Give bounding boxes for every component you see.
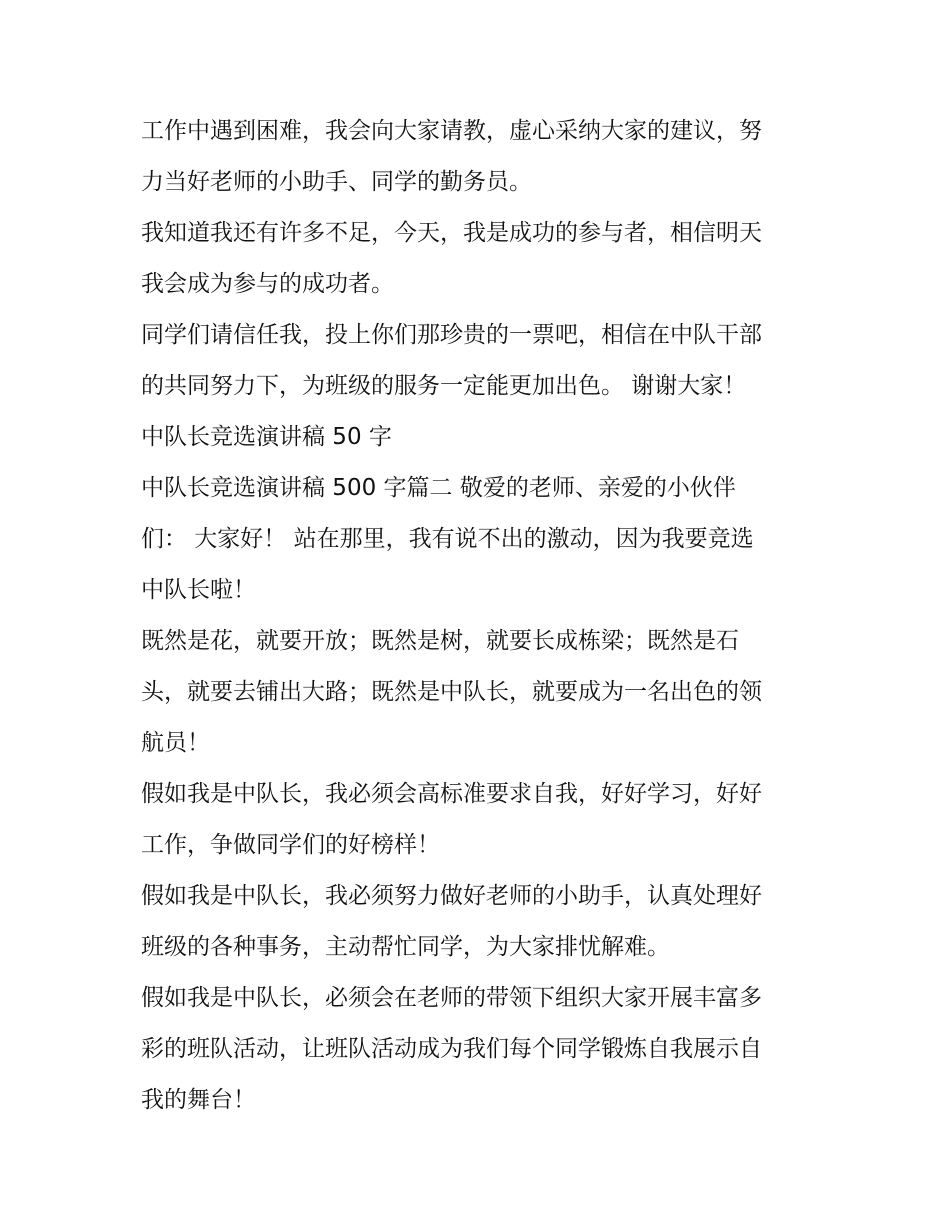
text-line: 我知道我还有许多不足，今天，我是成功的参与者，相信明天 — [141, 220, 762, 246]
text-line: 同学们请信任我，投上你们那珍贵的一票吧，相信在中队干部 — [141, 322, 762, 348]
heading-line: 中队长竞选演讲稿 50 字 — [141, 424, 392, 450]
text-line: 工作，争做同学们的好榜样！ — [141, 832, 440, 858]
text-line: 中队长竞选演讲稿 500 字篇二 敬爱的老师、亲爱的小伙伴 — [141, 475, 736, 501]
text-line: 中队长啦！ — [141, 577, 256, 603]
text-line: 航员！ — [141, 730, 210, 756]
text-line: 力当好老师的小助手、同学的勤务员。 — [141, 169, 532, 195]
text-line: 工作中遇到困难，我会向大家请教，虚心采纳大家的建议，努 — [141, 118, 762, 144]
text-line: 我的舞台！ — [141, 1087, 256, 1113]
text-line: 的共同努力下，为班级的服务一定能更加出色。 谢谢大家！ — [141, 373, 747, 399]
text-line: 我会成为参与的成功者。 — [141, 271, 394, 297]
text-line: 头，就要去铺出大路；既然是中队长，就要成为一名出色的领 — [141, 679, 762, 705]
text-line: 假如我是中队长，我必须会高标准要求自我，好好学习，好好 — [141, 781, 762, 807]
document-body — [141, 106, 821, 1126]
text-line: 既然是花，就要开放；既然是树，就要长成栋梁；既然是石 — [141, 628, 739, 654]
text-line: 假如我是中队长，我必须努力做好老师的小助手，认真处理好 — [141, 883, 762, 909]
text-line: 班级的各种事务，主动帮忙同学，为大家排忧解难。 — [141, 934, 670, 960]
text-line: 们： 大家好！ 站在那里，我有说不出的激动，因为我要竞选 — [141, 526, 754, 552]
text-line: 彩的班队活动，让班队活动成为我们每个同学锻炼自我展示自 — [141, 1036, 762, 1062]
text-line: 假如我是中队长，必须会在老师的带领下组织大家开展丰富多 — [141, 985, 762, 1011]
